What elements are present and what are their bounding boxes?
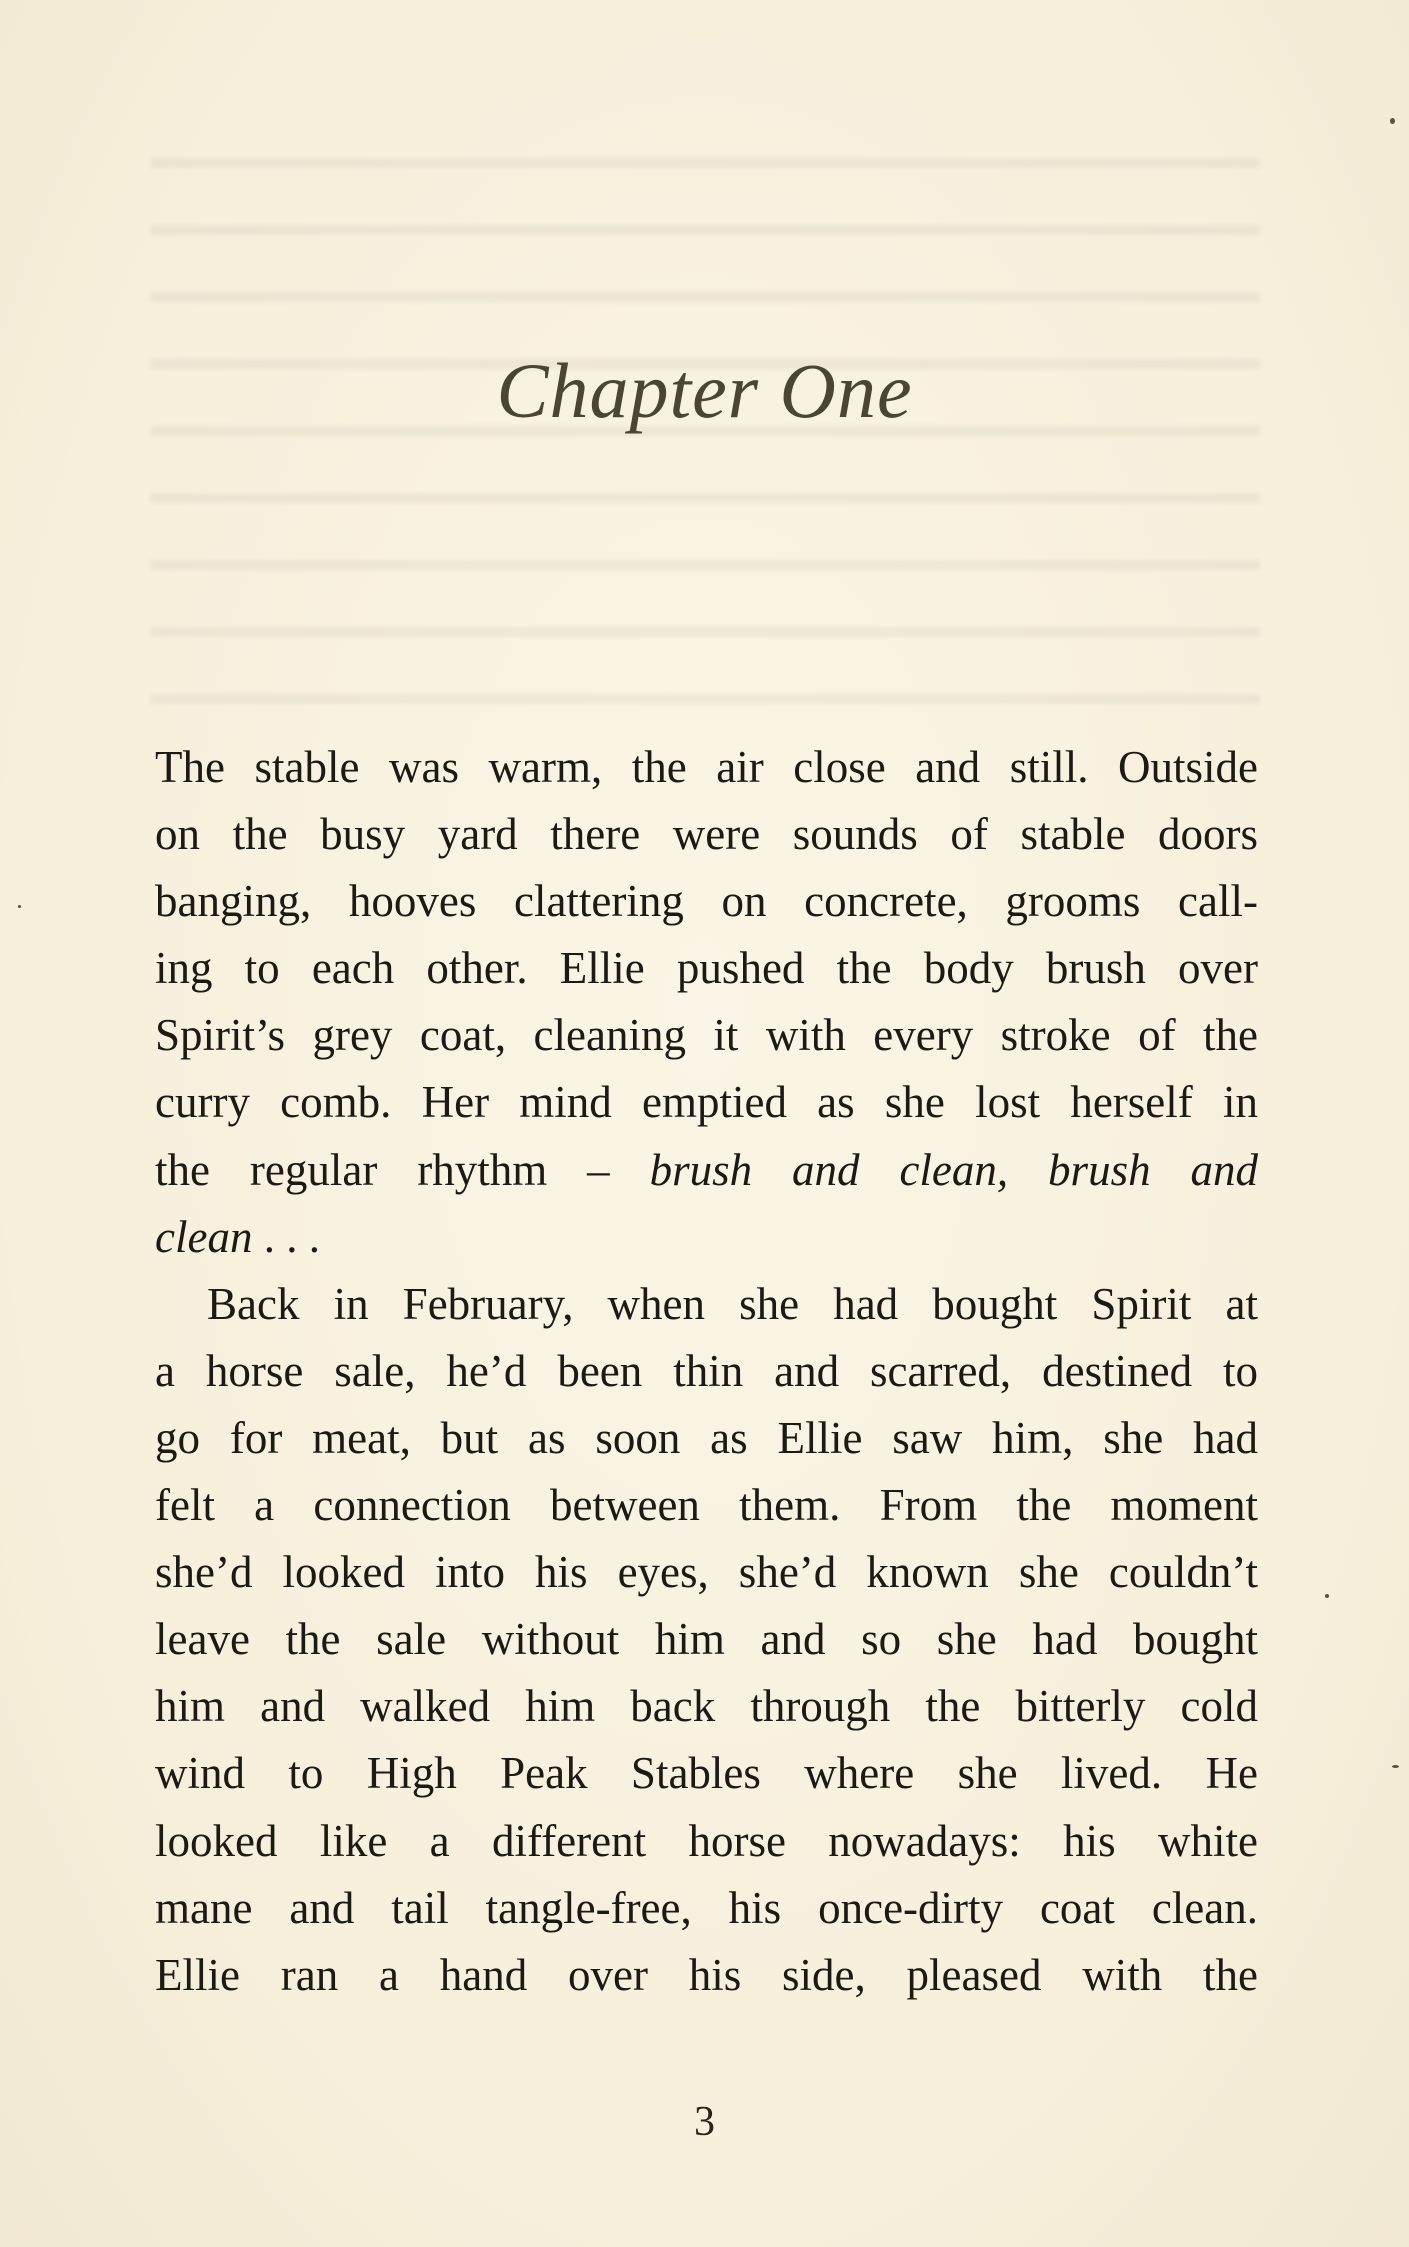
text-line: him and walked him back through the bitterly cold [155,1681,1258,1732]
text-line: felt a connection between them. From the moment [155,1480,1258,1531]
paper-speck [1390,118,1395,124]
text-line: looked like a different horse nowadays: his white [155,1815,1258,1866]
text-line: banging, hooves clattering on concrete, grooms call- [155,876,1258,927]
paper-speck [18,905,21,908]
page-number: 3 [694,2099,715,2145]
text-line: wind to High Peak Stables where she lived. He [155,1748,1258,1799]
text-line: on the busy yard there were sounds of stable doors [155,809,1258,860]
chapter-title: Chapter One [496,347,913,434]
italic-text: clean [155,1211,253,1262]
text-line: leave the sale without him and so she had bought [155,1614,1258,1665]
text-line: curry comb. Her mind emptied as she lost herself in [155,1077,1258,1128]
text-line: Ellie ran a hand over his side, pleased with the [155,1949,1258,2000]
text-line: go for meat, but as soon as Ellie saw him, she had [155,1412,1258,1463]
text-line [155,1204,1258,1271]
text-line [155,1137,1258,1204]
text-line: mane and tail tangle-free, his once-dirty coat clean. [155,1882,1258,1933]
text-line: a horse sale, he’d been thin and scarred, destined to [155,1345,1258,1396]
text-segment: the regular rhythm – [155,1144,650,1195]
body-text [155,734,1258,2009]
text-line: she’d looked into his eyes, she’d known she couldn’t [155,1547,1258,1598]
text-line: ing to each other. Ellie pushed the body brush over [155,943,1258,994]
italic-text: brush and clean, brush and [649,1144,1259,1195]
paper-speck [1392,1765,1399,1768]
text-line: The stable was warm, the air close and still. Outside [155,742,1258,792]
paper-speck [1325,1594,1329,1598]
text-line: Spirit’s grey coat, cleaning it with every stroke of the [155,1010,1258,1061]
text-line: Back in February, when she had bought Spirit at [207,1278,1258,1329]
ellipsis: . . . [252,1211,320,1262]
